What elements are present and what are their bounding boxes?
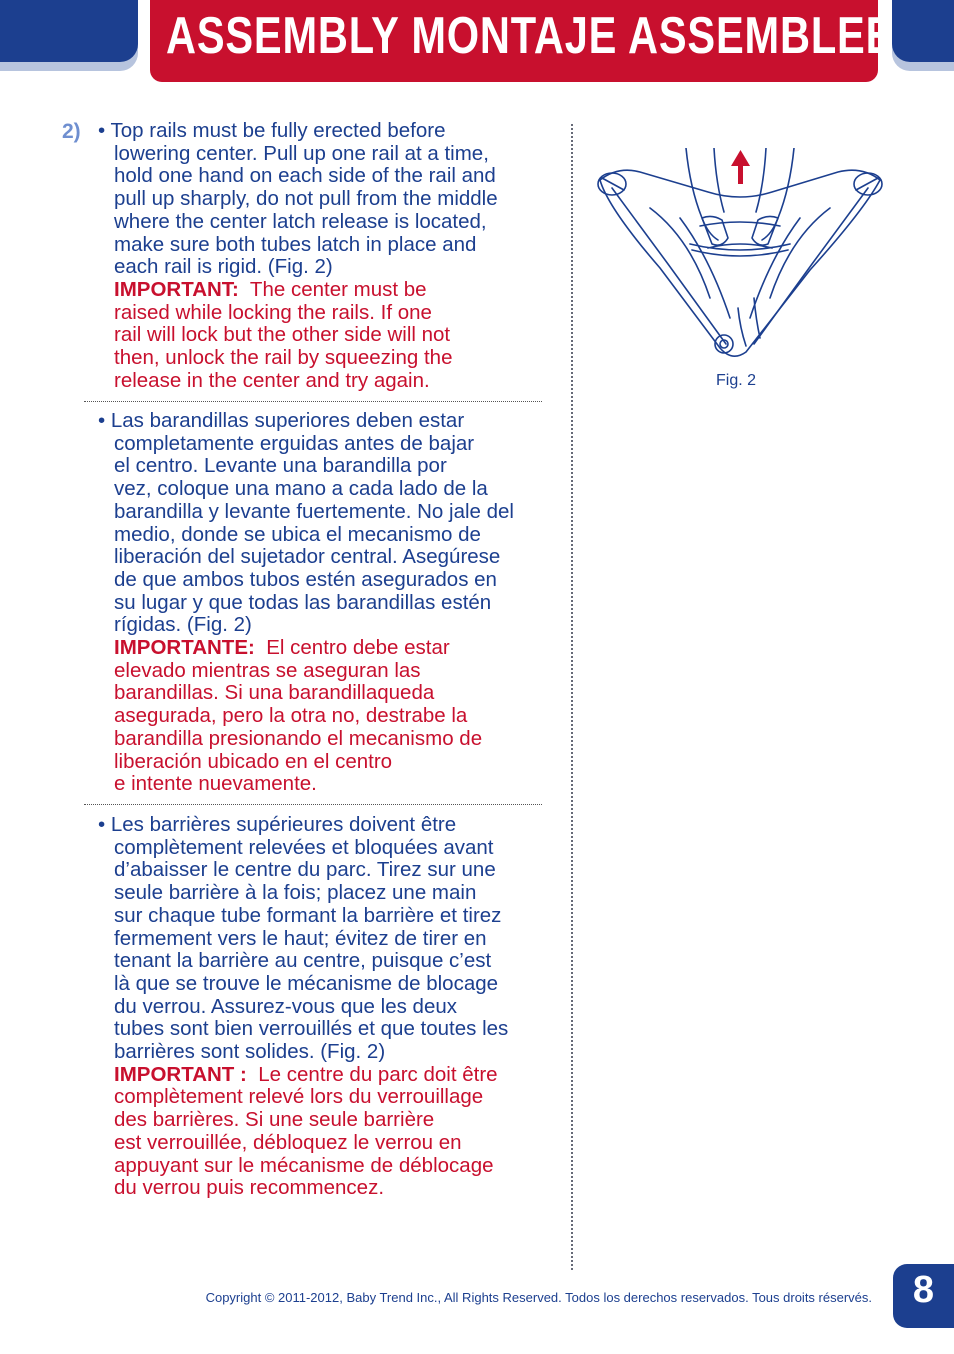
important-text: Le centre du parc doit être <box>258 1062 498 1086</box>
english-instructions <box>98 120 568 392</box>
important-label: IMPORTANT : <box>114 1062 247 1086</box>
section-divider <box>84 804 542 805</box>
important-note-line: liberación ubicado en el centro <box>114 749 393 773</box>
spanish-instructions <box>98 410 568 796</box>
left-hand <box>702 216 728 245</box>
header-left-bar <box>0 0 138 62</box>
figure-caption: Fig. 2 <box>716 372 757 389</box>
text-line: du verrou. Assurez-vous que les deux <box>114 994 457 1018</box>
text-line: • Top rails must be fully erected before <box>98 119 446 142</box>
copyright-notice: Copyright © 2011-2012, Baby Trend Inc., All Rights Reserved. Todos los derechos reservados. Tous droits réservés. <box>205 1290 872 1305</box>
important-note-line: asegurada, pero la otra no, destrabe la <box>114 704 468 728</box>
text-line: fermement vers le haut; évitez de tirer en <box>114 926 487 950</box>
important-note-line: rail will lock but the other side will not <box>114 323 451 347</box>
step-number: 2) <box>62 120 81 143</box>
text-line: hold one hand on each side of the rail and <box>114 164 496 188</box>
important-note-line: est verrouillée, débloquez le verrou en <box>114 1130 462 1154</box>
important-text: The center must be <box>249 277 427 301</box>
text-line: là que se trouve le mécanisme de blocage <box>114 971 499 995</box>
important-note-line: e intente nuevamente. <box>114 772 317 796</box>
important-note-line: des barrières. Si une seule barrière <box>114 1108 435 1132</box>
important-note-line: barandillas. Si una barandillaqueda <box>114 681 435 705</box>
text-line: medio, donde se ubica el mecanismo de <box>114 522 481 546</box>
page-title: ASSEMBLY MONTAJE ASSEMBLEE <box>166 7 895 65</box>
header-right-bar <box>892 0 954 62</box>
text-line: lowering center. Pull up one rail at a time, <box>114 141 489 165</box>
important-note-line <box>98 279 568 302</box>
important-text: El centro debe estar <box>266 636 450 660</box>
text-line: seule barrière à la fois; placez une main <box>114 881 477 905</box>
playard-rail-illustration <box>590 148 890 368</box>
text-line: where the center latch release is located, <box>114 209 487 233</box>
text-line: completamente erguidas antes de bajar <box>114 431 475 455</box>
text-line: vez, coloque una mano a cada lado de la <box>114 477 488 501</box>
text-line: el centro. Levante una barandilla por <box>114 454 447 478</box>
french-instructions <box>98 814 568 1200</box>
text-line: sur chaque tube formant la barrière et tirez <box>114 903 502 927</box>
important-note-line: complètement relevé lors du verrouillage <box>114 1085 484 1109</box>
text-line: rígidas. (Fig. 2) <box>114 613 252 637</box>
text-line: barandilla y levante fuertemente. No jale del <box>114 499 514 523</box>
header-banner <box>150 0 895 82</box>
important-note-line: appuyant sur le mécanisme de déblocage <box>114 1153 494 1177</box>
important-note-line <box>98 637 568 660</box>
right-hand <box>752 216 778 245</box>
text-line: tenant la barrière au centre, puisque c’est <box>114 949 492 973</box>
text-line: su lugar y que todas las barandillas estén <box>114 590 492 614</box>
text-line: barrières sont solides. (Fig. 2) <box>114 1040 386 1064</box>
text-line: d’abaisser le centre du parc. Tirez sur une <box>114 858 496 882</box>
figure-2-illustration <box>590 148 890 368</box>
important-note-line: du verrou puis recommencez. <box>114 1176 385 1200</box>
section-divider <box>84 401 542 402</box>
text-line: • Les barrières supérieures doivent être <box>98 813 457 836</box>
text-line: de que ambos tubos estén asegurados en <box>114 567 497 591</box>
text-line: • Las barandillas superiores deben estar <box>98 409 465 432</box>
text-line: make sure both tubes latch in place and <box>114 232 477 256</box>
important-note-line: elevado mientras se aseguran las <box>114 658 421 682</box>
page-number: 8 <box>912 1269 935 1311</box>
important-label: IMPORTANTE: <box>114 636 255 660</box>
important-note-line: then, unlock the rail by squeezing the <box>114 346 453 370</box>
text-line: pull up sharply, do not pull from the middle <box>114 187 498 211</box>
page-number-tab <box>893 1264 954 1328</box>
playard-body-outline <box>600 180 880 356</box>
pull-up-arrow-icon <box>731 150 750 184</box>
column-divider <box>571 124 573 1270</box>
important-note-line: barandilla presionando el mecanismo de <box>114 726 483 750</box>
text-line: liberación del sujetador central. Asegúrese <box>114 545 501 569</box>
important-note-line <box>98 1064 568 1087</box>
important-note-line: release in the center and try again. <box>114 368 430 392</box>
text-line: tubes sont bien verrouillés et que toutes les <box>114 1017 509 1041</box>
important-label: IMPORTANT: <box>114 277 239 301</box>
text-line: complètement relevées et bloquées avant <box>114 835 494 859</box>
important-note-line: raised while locking the rails. If one <box>114 300 432 324</box>
text-line: each rail is rigid. (Fig. 2) <box>114 255 333 279</box>
